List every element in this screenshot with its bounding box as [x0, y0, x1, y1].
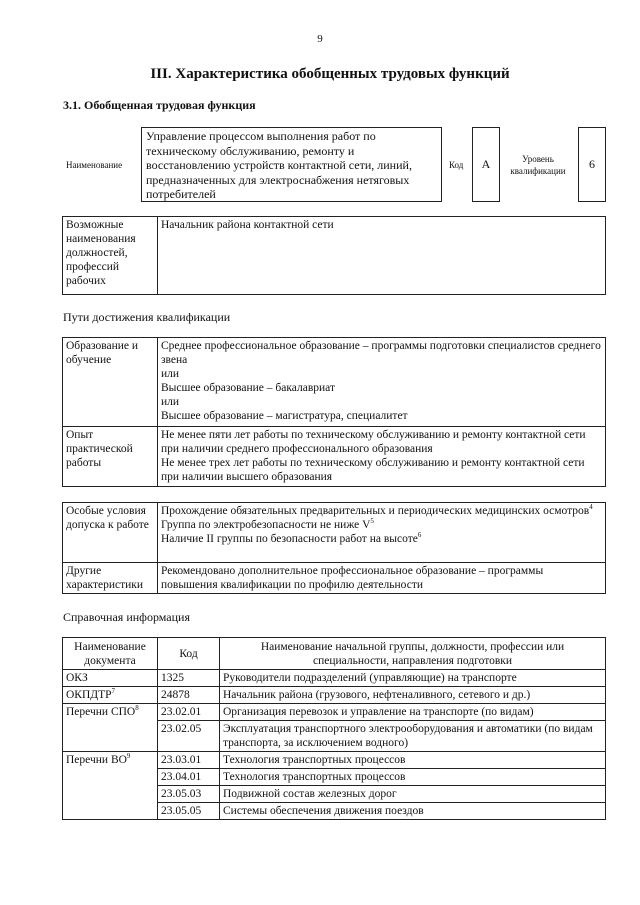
doc-cell: ОКЗ [63, 670, 158, 687]
code-cell: 23.04.01 [158, 769, 220, 786]
education-row [63, 338, 606, 427]
doc-cell: Перечни $ВО^9$ [63, 752, 158, 820]
experience-row [63, 427, 606, 487]
code-value-box [472, 127, 500, 202]
page-number: 9 [317, 33, 323, 45]
other-row [63, 563, 606, 594]
doc-cell: ОКПДТР$^7$ [63, 687, 158, 704]
qualification-table [62, 337, 606, 487]
name-cell: Системы обеспечения движения поездов [220, 803, 606, 820]
education-label: Образование и обучение [63, 338, 158, 427]
education-line: Высшее образование – бакалавриат [161, 382, 335, 394]
education-line: Среднее профессиональное образование – программы подготовки специалистов среднего звена [161, 340, 601, 366]
code-cell: 23.02.01 [158, 704, 220, 721]
condition-line: Прохождение обязательных предварительных и периодических медицинских осмотров$^4$ [161, 503, 593, 517]
education-line: или [161, 396, 180, 408]
other-value: Рекомендовано дополнительное профессиональное образование – программы повышения квалификации по профилю деятельности [158, 563, 606, 594]
conditions-table [62, 502, 606, 594]
name-cell: Технология транспортных процессов [220, 752, 606, 769]
name-value-box [141, 127, 442, 202]
subsection-title: 3.1. Обобщенная трудовая функция [63, 98, 256, 112]
paths-title: Пути достижения квалификации [63, 310, 231, 324]
code-label: Код [449, 160, 464, 170]
code-cell: 23.05.03 [158, 786, 220, 803]
positions-table [62, 216, 606, 295]
table-row [63, 670, 606, 687]
level-value: 6 [589, 157, 595, 171]
table-row [63, 704, 606, 721]
name-cell: Подвижной состав железных дорог [220, 786, 606, 803]
education-line: или [161, 368, 180, 380]
table-row [63, 687, 606, 704]
name-cell: Эксплуатация транспортного электрооборудования и автоматики (по видам транспорта, за исключением водного) [220, 721, 606, 752]
name-value: Управление процессом выполнения работ по техническому обслуживанию, ремонту и восстановлению устройств контактной сети, линий, предназначенных для электроснабжения нетяговых потребителей [146, 129, 412, 201]
conditions-row [63, 503, 606, 563]
condition-line: Наличие II группы по безопасности работ на высоте$^6$ [161, 531, 422, 545]
code-cell: 1325 [158, 670, 220, 687]
code-cell: 24878 [158, 687, 220, 704]
name-label: Наименование [66, 160, 123, 170]
table-row [63, 752, 606, 769]
code-cell: 23.03.01 [158, 752, 220, 769]
code-value: А [481, 157, 491, 171]
positions-label: Возможные наименования должностей, профессий рабочих [63, 217, 158, 295]
reference-header-row [63, 638, 606, 670]
experience-value [158, 427, 606, 487]
header-name: Наименование начальной группы, должности, профессии или специальности, направления подготовки [220, 638, 606, 670]
other-label: Другие характеристики [63, 563, 158, 594]
experience-line: Не менее трех лет работы по техническому обслуживанию и ремонту контактной сети при наличии высшего образования [161, 457, 585, 483]
code-cell: 23.05.05 [158, 803, 220, 820]
header-doc: Наименование документа [63, 638, 158, 670]
experience-line: Не менее пяти лет работы по техническому обслуживанию и ремонту контактной сети при наличии среднего профессионального образования [161, 429, 586, 455]
name-cell: Технология транспортных процессов [220, 769, 606, 786]
experience-label: Опыт практической работы [63, 427, 158, 487]
name-cell: Начальник района (грузового, нефтеналивного, сетевого и др.) [220, 687, 606, 704]
name-cell: Организация перевозок и управление на транспорте (по видам) [220, 704, 606, 721]
code-cell: 23.02.05 [158, 721, 220, 752]
level-label: Уровень квалификации [510, 154, 566, 176]
header-code: Код [158, 638, 220, 670]
conditions-value [158, 503, 606, 563]
education-line: Высшее образование – магистратура, специалитет [161, 410, 408, 422]
reference-title: Справочная информация [63, 610, 190, 624]
condition-line: Группа по электробезопасности не ниже $V^5$ [161, 517, 374, 531]
section-title: III. Характеристика обобщенных трудовых функций [150, 66, 510, 82]
level-value-box [578, 127, 606, 202]
doc-cell: Перечни СПО$^8$ [63, 704, 158, 752]
name-cell: Руководители подразделений (управляющие) на транспорте [220, 670, 606, 687]
reference-table [62, 637, 606, 820]
positions-value: Начальник района контактной сети [158, 217, 606, 295]
conditions-label: Особые условия допуска к работе [63, 503, 158, 563]
education-value [158, 338, 606, 427]
